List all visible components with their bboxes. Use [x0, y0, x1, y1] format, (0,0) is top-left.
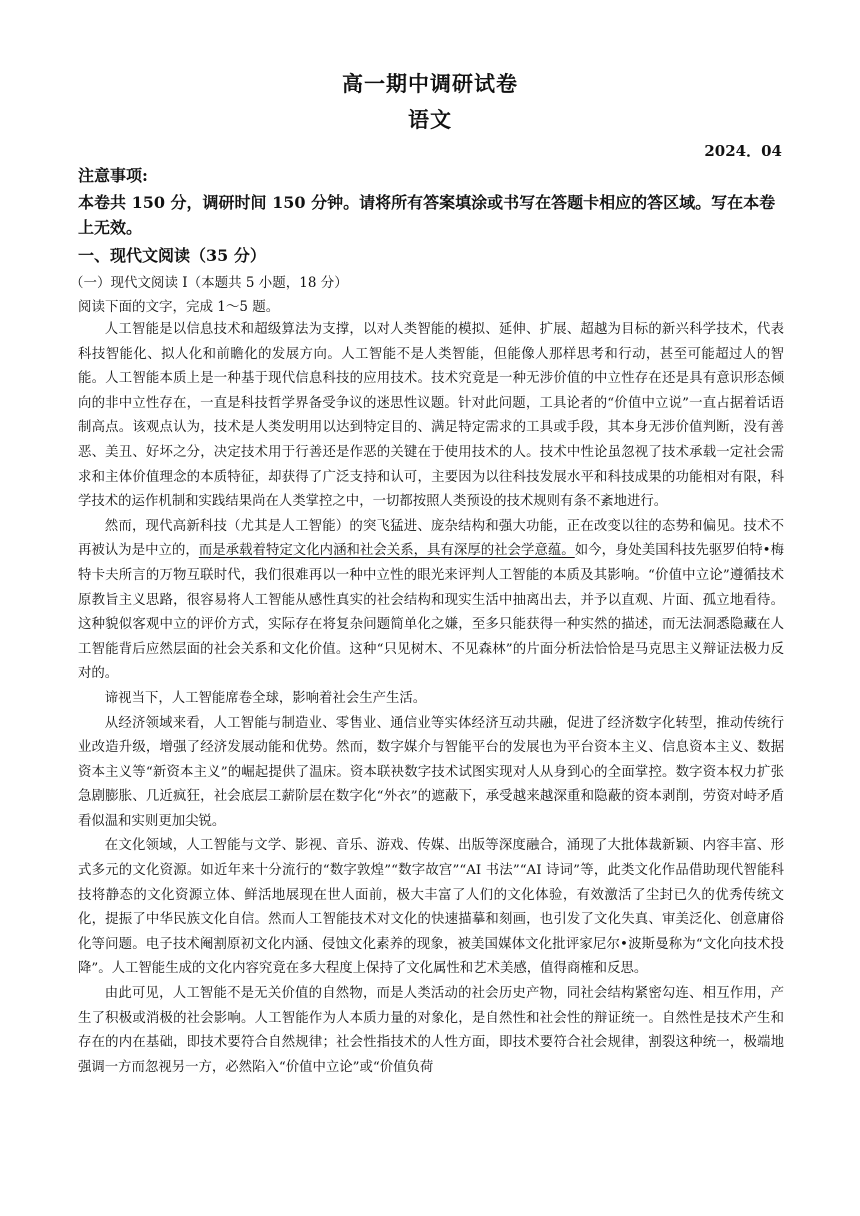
section-heading: 一、现代文阅读（35 分） [78, 246, 266, 265]
paragraph-2-end: 如今，身处美国科技先驱罗伯特•梅特卡夫所言的万物互联时代，我们很难再以一种中立性的眼光来评判人工智能的本质及其影响。“价值中立论”遵循技术原教旨主义思路，很容易将人工智能从感性真实的社会结构和现实生活中抽离出去，并予以直观、片面、孤立地看待。这种貌似客观中立的评价方式，实际存在将复杂问题简单化之嫌，至多只能获得一种实然的描述，而无法洞悉隐藏在人工智能背后应然层面的社会关系和文化价值。这种“只见树木、不见森林”的片面分析法恰恰是马克思主义辩证法极力反对的。 [78, 543, 785, 682]
paragraph-5: 在文化领域，人工智能与文学、影视、音乐、游戏、传媒、出版等深度融合，涌现了大批体裁新颖、内容丰富、形式多元的文化资源。如近年来十分流行的“数字敦煌”“数字故宫”“AI 书法”“AI 诗词”等，此类文化作品借助现代智能科技将静态的文化资源立体、鲜活地展现在世人面前，极大丰富了人们的文化体验，有效激活了尘封已久的优秀传统文化，提振了中华民族文化自信。然而人工智能技术对文化的快速描摹和刻画，也引发了文化失真、审美泛化、创意庸俗化等问题。电子技术阉割原初文化内涵、侵蚀文化素养的现象，被美国媒体文化批评家尼尔•波斯曼称为“文化向技术投降”。人工智能生成的文化内容究竟在多大程度上保持了文化属性和艺术美感，值得商榷和反思。 [78, 838, 784, 977]
paragraph-6: 由此可见，人工智能不是无关价值的自然物，而是人类活动的社会历史产物，同社会结构紧密勾连、相互作用，产生了积极或消极的社会影响。人工智能作为人本质力量的对象化，是自然性和社会性的辩证统一。自然性是技术产生和存在的内在基础，即技术要符合自然规律；社会性指技术的人性方面，即技术要符合社会规律，割裂这种统一，极端地强调一方而忽视另一方，必然陷入“价值中立论”或“价值负荷 [78, 986, 784, 1075]
paragraph-2 [78, 515, 784, 687]
underlined-sentence: 而是承载着特定文化内涵和社会关系，具有深厚的社会学意蕴。 [198, 543, 575, 559]
exam-title: 高一期中调研试卷 [342, 71, 518, 96]
notice-heading: 注意事项: [78, 166, 148, 185]
paragraph-1: 人工智能是以信息技术和超级算法为支撑，以对人类智能的模拟、延伸、扩展、超越为目标的新兴科学技术，代表科技智能化、拟人化和前瞻化的发展方向。人工智能不是人类智能，但能像人那样思考和行动，甚至可能超过人的智能。人工智能本质上是一种基于现代信息科技的应用技术。技术究竟是一种无涉价值的中立性存在还是具有意识形态倾向的非中立性存在，一直是科技哲学界备受争议的迷思性议题。针对此问题，工具论者的“价值中立说”一直占据着话语制高点。该观点认为，技术是人类发明用以达到特定目的、满足特定需求的工具或手段，其本身无涉价值判断，没有善恶、美丑、好坏之分，决定技术用于行善还是作恶的关键在于使用技术的人。技术中性论虽忽视了技术承载一定社会需求和主体价值理念的本质特征，却获得了广泛支持和认可，主要因为以往科技发展水平和科技成果的功能相对有限，科学技术的运作机制和实践结果尚在人类掌控之中，一切都按照人类预设的技术规则有条不紊地进行。 [78, 322, 784, 510]
reading-instruction: 阅读下面的文字，完成 1～5 题。 [78, 299, 280, 315]
paragraph-2-start: 然而，现代高新科技（尤其是人工智能）的突飞猛进、庞杂结构和强大功能，正在改变以往的态势和偏见。技术不再被认为是中立的， [78, 518, 784, 559]
paragraph-4: 从经济领域来看，人工智能与制造业、零售业、通信业等实体经济互动共融，促进了经济数字化转型，推动传统行业改造升级，增强了经济发展动能和优势。然而，数字媒介与智能平台的发展也为平台资本主义、信息资本主义、数据资本主义等“新资本主义”的崛起提供了温床。资本联袂数字技术试图实现对人从身到心的全面掌控。数字资本权力扩张急剧膨胀、几近疯狂，社会底层工薪阶层在数字化“外衣”的遮蔽下，承受越来越深重和隐蔽的资本剥削，劳资对峙矛盾看似温和实则更加尖锐。 [78, 715, 784, 829]
exam-subject: 语文 [408, 107, 452, 132]
reading-passage [78, 318, 784, 1080]
exam-date: 2024．04 [704, 142, 782, 160]
notice-text: 本卷共 150 分，调研时间 150 分钟。请将所有答案填涂或书写在答题卡相应的答区域。写在本卷上无效。 [78, 193, 776, 237]
part-heading: （一）现代文阅读 I（本题共 5 小题，18 分） [70, 275, 348, 291]
paragraph-3: 谛视当下，人工智能席卷全球，影响着社会生产生活。 [104, 690, 427, 706]
